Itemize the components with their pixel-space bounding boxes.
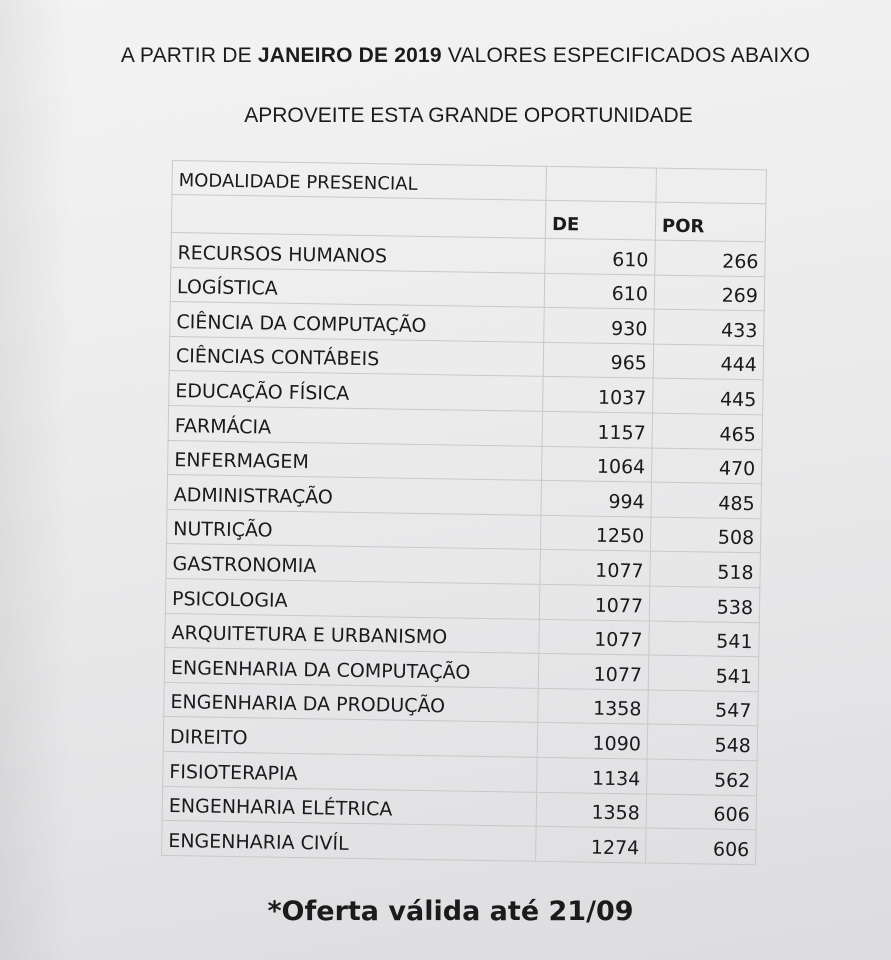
price-por: 485 [651, 482, 762, 518]
price-por: 547 [648, 690, 759, 726]
headline-date: JANEIRO DE 2019 [257, 44, 442, 67]
course-name: FARMÁCIA [168, 405, 542, 445]
course-name: CIÊNCIA DA COMPUTAÇÃO [170, 302, 544, 342]
price-de: 994 [541, 480, 652, 516]
headline-prefix: A PARTIR DE [120, 44, 252, 67]
price-de: 1274 [536, 826, 647, 862]
empty-cell [171, 195, 546, 239]
course-name: DIREITO [163, 717, 537, 757]
price-por: 444 [653, 344, 764, 380]
price-por: 433 [654, 309, 765, 345]
price-por: 465 [652, 413, 763, 449]
price-de: 1090 [537, 723, 648, 759]
price-de: 1358 [536, 792, 647, 828]
price-por: 548 [647, 724, 758, 760]
price-de: 610 [544, 273, 655, 309]
course-name: ENGENHARIA DA PRODUÇÃO [164, 682, 538, 722]
page-subheadline: APROVEITE ESTA GRANDE OPORTUNIDADE [244, 104, 693, 127]
column-header-de: DE [545, 200, 656, 240]
course-name: CIÊNCIAS CONTÁBEIS [169, 336, 543, 376]
price-de: 1134 [537, 757, 648, 793]
headline-suffix: VALORES ESPECIFICADOS ABAIXO [447, 44, 811, 67]
price-de: 1077 [540, 550, 651, 586]
course-name: FISIOTERAPIA [163, 751, 537, 791]
price-por: 470 [651, 448, 762, 484]
course-name: LOGÍSTICA [170, 267, 544, 307]
course-name: RECURSOS HUMANOS [171, 232, 545, 272]
course-name: PSICOLOGIA [165, 578, 539, 618]
course-name: ENGENHARIA ELÉTRICA [162, 786, 536, 826]
price-de: 1250 [540, 515, 651, 551]
price-de: 965 [543, 342, 654, 378]
course-name: ENGENHARIA DA COMPUTAÇÃO [164, 648, 538, 688]
course-name: ENGENHARIA CIVÍL [162, 821, 536, 861]
price-por: 508 [650, 517, 761, 553]
price-por: 606 [646, 828, 757, 864]
price-por: 445 [653, 378, 764, 414]
course-name: NUTRIÇÃO [166, 509, 540, 549]
course-name: GASTRONOMIA [166, 544, 540, 584]
price-de: 1064 [542, 446, 653, 482]
empty-cell [546, 166, 657, 202]
section-label: MODALIDADE PRESENCIAL [172, 161, 546, 201]
price-de: 1037 [543, 377, 654, 413]
price-por: 541 [649, 621, 760, 657]
price-por: 518 [650, 551, 761, 587]
price-table [161, 160, 767, 865]
course-name: ARQUITETURA E URBANISMO [165, 613, 539, 653]
price-de: 1077 [538, 653, 649, 689]
price-de: 1077 [539, 584, 650, 620]
price-por: 541 [648, 655, 759, 691]
price-por: 269 [654, 275, 765, 311]
price-de: 1077 [539, 619, 650, 655]
page-headline [0, 44, 891, 68]
price-de: 930 [544, 308, 655, 344]
course-name: EDUCAÇÃO FÍSICA [169, 371, 543, 411]
price-de: 1358 [538, 688, 649, 724]
price-de: 610 [545, 238, 656, 274]
empty-cell [656, 168, 767, 204]
price-de: 1157 [542, 411, 653, 447]
course-name: ENFERMAGEM [168, 440, 542, 480]
course-name: ADMINISTRAÇÃO [167, 475, 541, 515]
offer-note: *Oferta válida até 21/09 [267, 896, 634, 927]
price-por: 266 [655, 240, 766, 276]
paper-shadow [0, 0, 70, 960]
price-por: 562 [647, 759, 758, 795]
column-header-por: POR [655, 202, 766, 242]
price-por: 538 [649, 586, 760, 622]
price-por: 606 [646, 794, 757, 830]
